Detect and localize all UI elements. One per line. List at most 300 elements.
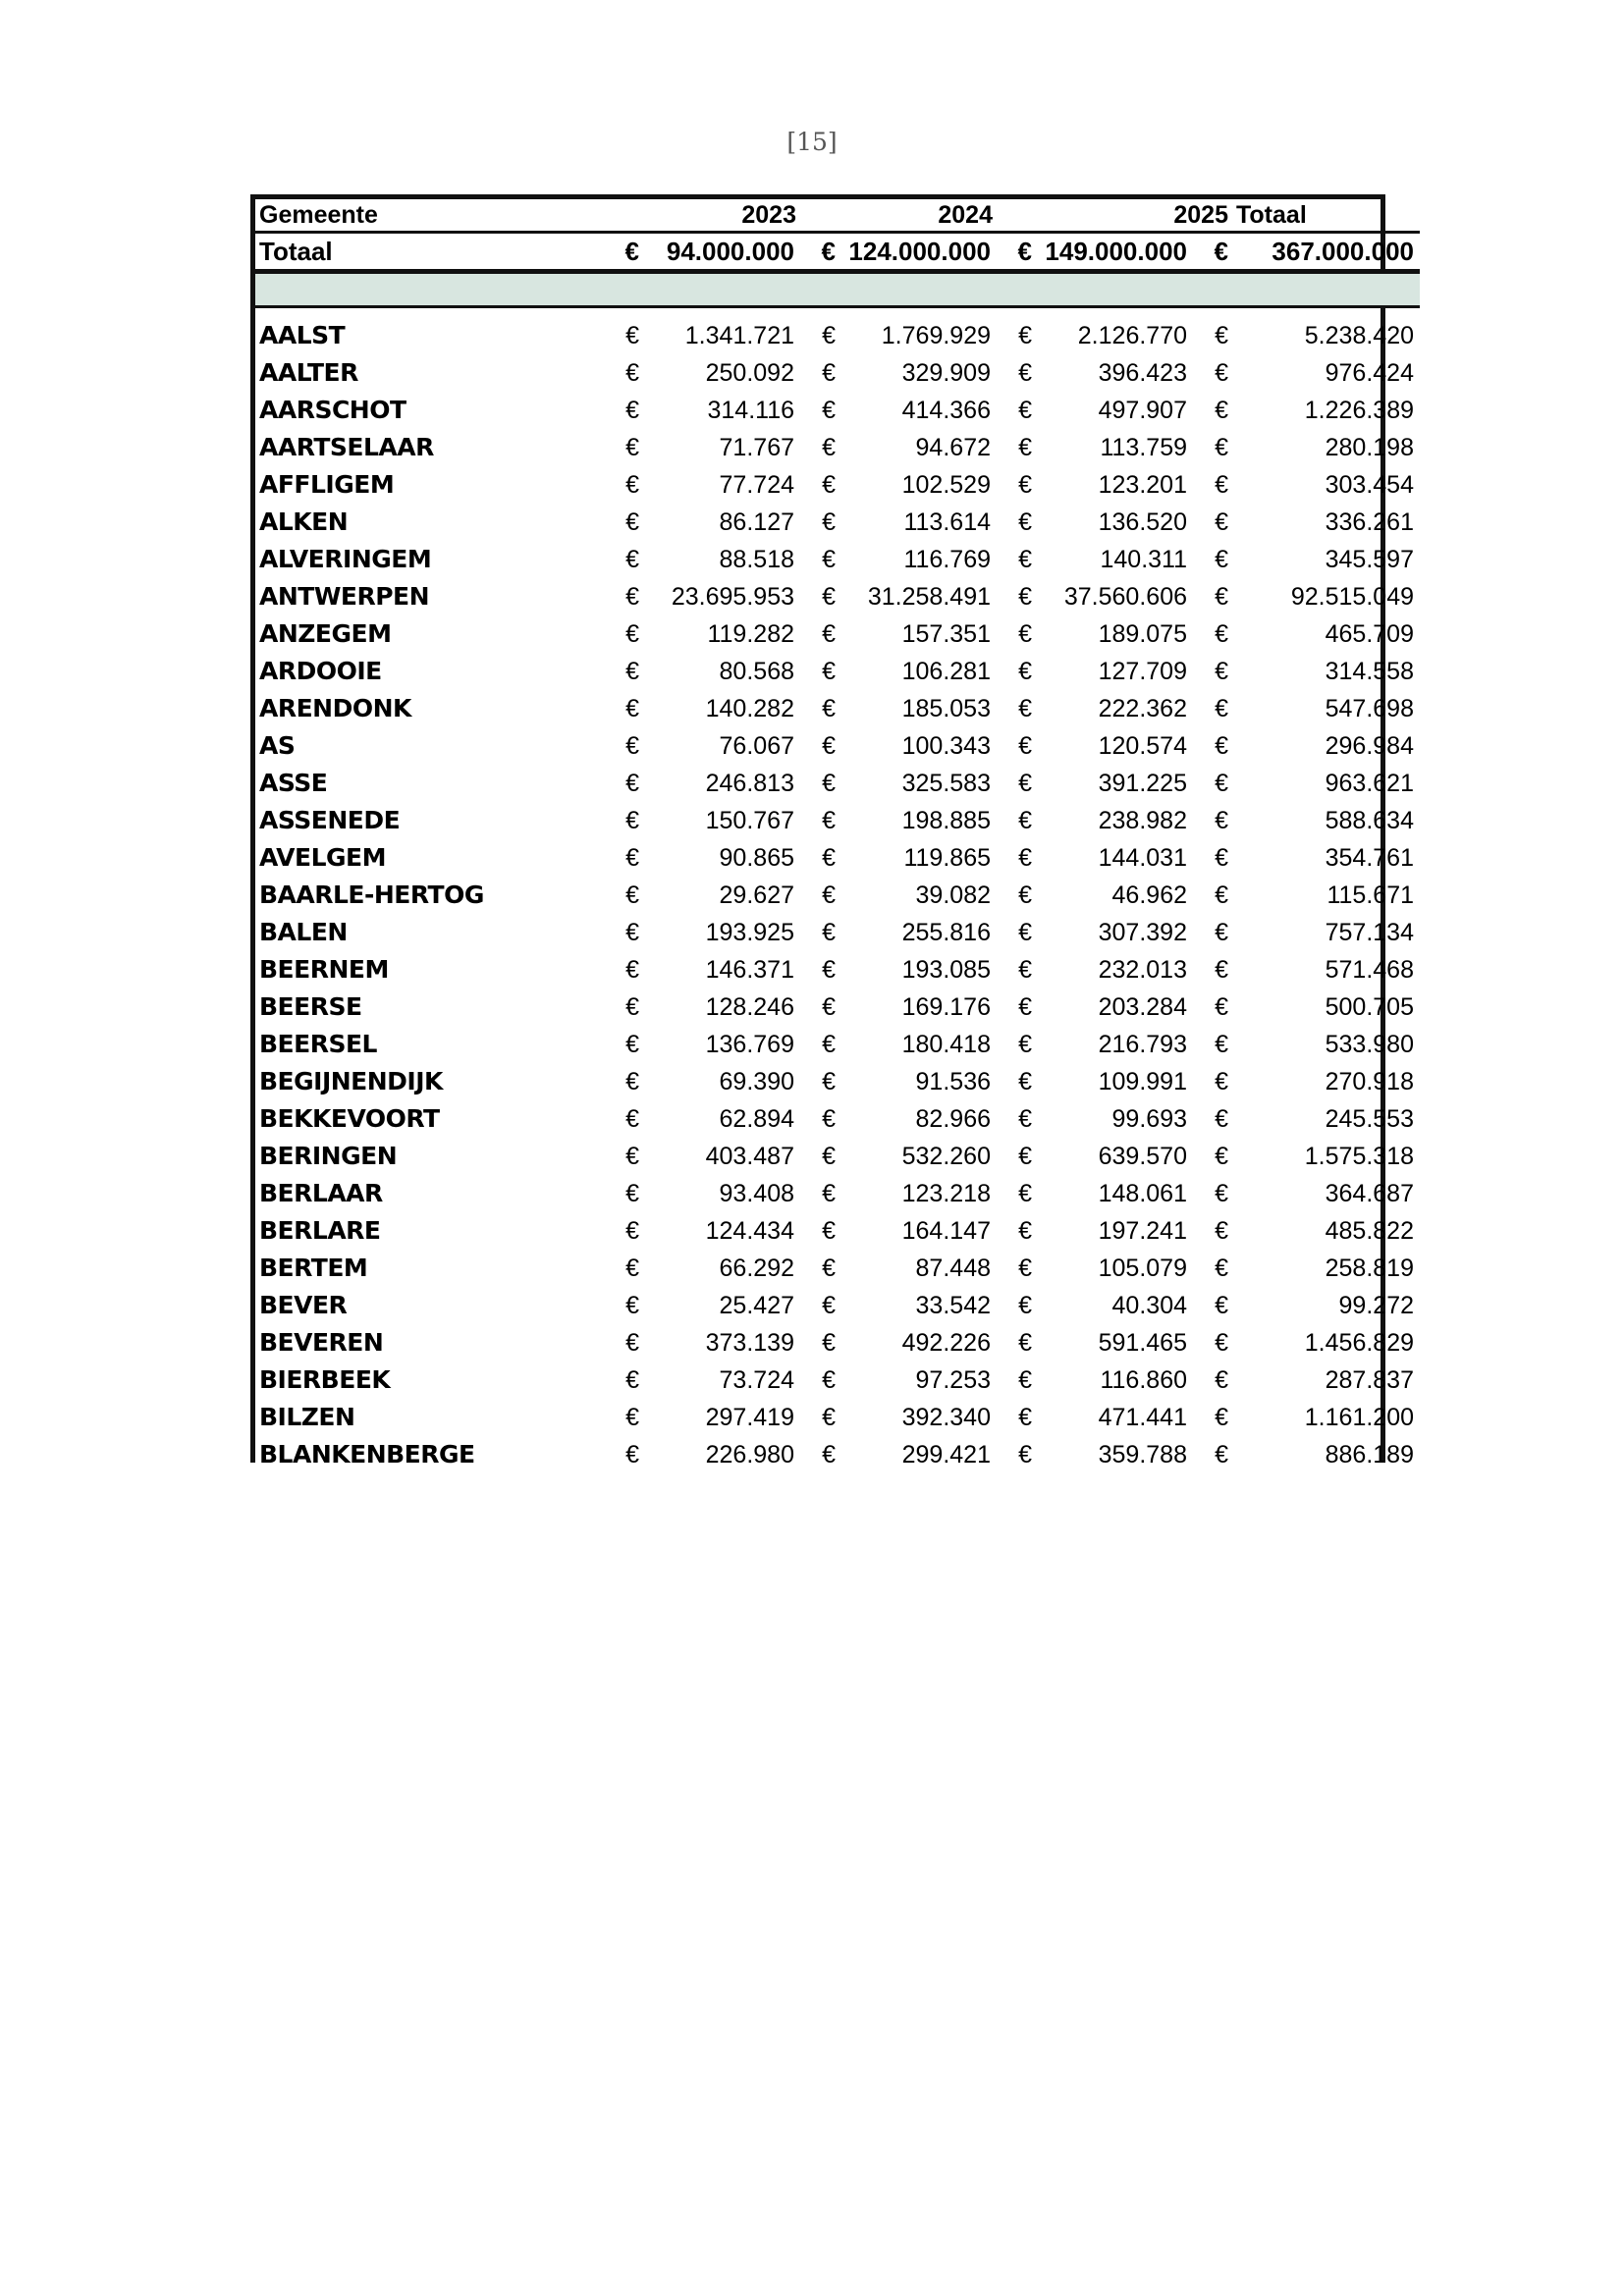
- currency-symbol: €: [625, 1292, 639, 1319]
- value-2025: 391.225: [1098, 770, 1187, 797]
- municipality-name: ASSENEDE: [259, 806, 401, 834]
- currency-symbol: €: [822, 1031, 836, 1058]
- currency-symbol: €: [822, 1404, 836, 1431]
- currency-symbol: €: [1215, 993, 1228, 1021]
- value-2023: 140.282: [705, 695, 794, 722]
- municipality-name: AARTSELAAR: [259, 433, 434, 461]
- value-2024: 329.909: [901, 359, 991, 387]
- value-2023: 124.434: [705, 1217, 794, 1245]
- table-row: [255, 578, 1420, 615]
- currency-symbol: €: [625, 359, 639, 387]
- value-total: 547.698: [1325, 695, 1414, 722]
- currency-symbol: €: [822, 508, 836, 536]
- currency-symbol: €: [1018, 1217, 1032, 1245]
- value-2025: 238.982: [1098, 807, 1187, 834]
- value-2024: 31.258.491: [867, 583, 991, 611]
- value-2023: 403.487: [705, 1143, 794, 1170]
- value-total: 303.454: [1325, 471, 1414, 499]
- value-2025: 123.201: [1098, 471, 1187, 499]
- table-row: [255, 951, 1420, 988]
- table-row: [255, 1399, 1420, 1436]
- value-2023: 73.724: [719, 1366, 794, 1394]
- currency-symbol: €: [625, 695, 639, 722]
- currency-symbol: €: [1018, 732, 1032, 760]
- currency-symbol: €: [1018, 1180, 1032, 1207]
- value-total: 1.575.318: [1304, 1143, 1414, 1170]
- currency-symbol: €: [625, 1105, 639, 1133]
- currency-symbol: €: [822, 546, 836, 573]
- currency-symbol: €: [1215, 1068, 1228, 1095]
- table-row: [255, 765, 1420, 802]
- currency-symbol: €: [625, 993, 639, 1021]
- value-2025: 37.560.606: [1063, 583, 1187, 611]
- page-number: [15]: [786, 128, 838, 156]
- municipality-name: BIERBEEK: [259, 1365, 391, 1394]
- currency-symbol: €: [1018, 1292, 1032, 1319]
- currency-symbol: €: [1215, 1329, 1228, 1357]
- value-2024: 97.253: [915, 1366, 991, 1394]
- municipality-name: BILZEN: [259, 1403, 355, 1431]
- value-2025: 2.126.770: [1077, 322, 1187, 349]
- value-2024: 33.542: [915, 1292, 991, 1319]
- currency-symbol: €: [1193, 233, 1232, 272]
- value-total: 963.621: [1325, 770, 1414, 797]
- table-row: [255, 1138, 1420, 1175]
- value-2024: 299.421: [901, 1441, 991, 1468]
- value-total: 588.634: [1325, 807, 1414, 834]
- value-2025: 136.520: [1098, 508, 1187, 536]
- value-2025: 113.759: [1100, 434, 1187, 461]
- total-2023: 94.000.000: [643, 233, 800, 272]
- table-row: [255, 802, 1420, 839]
- currency-symbol: €: [1018, 1031, 1032, 1058]
- value-2024: 157.351: [901, 620, 991, 648]
- value-2023: 29.627: [719, 881, 794, 909]
- currency-symbol: €: [625, 919, 639, 946]
- municipality-name: BERLAAR: [259, 1179, 383, 1207]
- value-total: 500.705: [1325, 993, 1414, 1021]
- currency-symbol: €: [822, 471, 836, 499]
- currency-symbol: €: [1215, 583, 1228, 611]
- currency-symbol: €: [1215, 658, 1228, 685]
- currency-symbol: €: [1018, 695, 1032, 722]
- value-2023: 1.341.721: [684, 322, 794, 349]
- currency-symbol: €: [625, 620, 639, 648]
- currency-symbol: €: [625, 1143, 639, 1170]
- value-2025: 105.079: [1098, 1255, 1187, 1282]
- value-2023: 128.246: [705, 993, 794, 1021]
- value-total: 571.468: [1325, 956, 1414, 984]
- value-total: 533.980: [1325, 1031, 1414, 1058]
- value-2025: 471.441: [1098, 1404, 1187, 1431]
- currency-symbol: €: [1018, 1068, 1032, 1095]
- value-2024: 91.536: [915, 1068, 991, 1095]
- value-2023: 66.292: [719, 1255, 794, 1282]
- value-2023: 93.408: [719, 1180, 794, 1207]
- value-2024: 325.583: [901, 770, 991, 797]
- currency-symbol: €: [1018, 881, 1032, 909]
- value-total: 1.456.829: [1304, 1329, 1414, 1357]
- currency-symbol: €: [1018, 956, 1032, 984]
- value-2025: 127.709: [1098, 658, 1187, 685]
- currency-symbol: €: [1018, 397, 1032, 424]
- currency-symbol: €: [822, 434, 836, 461]
- currency-symbol: €: [1215, 1031, 1228, 1058]
- value-2023: 69.390: [719, 1068, 794, 1095]
- value-2025: 144.031: [1098, 844, 1187, 872]
- total-all: 367.000.000: [1232, 233, 1420, 272]
- separator-band: [255, 272, 1420, 307]
- value-2024: 185.053: [901, 695, 991, 722]
- value-2024: 102.529: [901, 471, 991, 499]
- currency-symbol: €: [1215, 844, 1228, 872]
- value-2025: 497.907: [1098, 397, 1187, 424]
- currency-symbol: €: [1215, 322, 1228, 349]
- currency-symbol: €: [625, 807, 639, 834]
- currency-symbol: €: [822, 844, 836, 872]
- currency-symbol: €: [1018, 620, 1032, 648]
- municipality-name: AS: [259, 731, 296, 760]
- value-total: 336.261: [1325, 508, 1414, 536]
- value-2023: 86.127: [719, 508, 794, 536]
- currency-symbol: €: [822, 1180, 836, 1207]
- table-row: [255, 1100, 1420, 1138]
- currency-symbol: €: [625, 508, 639, 536]
- table-row: [255, 653, 1420, 690]
- currency-symbol: €: [822, 1366, 836, 1394]
- currency-symbol: €: [822, 732, 836, 760]
- currency-symbol: €: [1018, 1366, 1032, 1394]
- total-2025: 149.000.000: [1036, 233, 1193, 272]
- currency-symbol: €: [1215, 1217, 1228, 1245]
- municipality-name: BLANKENBERGE: [259, 1440, 475, 1468]
- currency-symbol: €: [1215, 359, 1228, 387]
- currency-symbol: €: [625, 770, 639, 797]
- currency-symbol: €: [1215, 1105, 1228, 1133]
- value-total: 99.272: [1338, 1292, 1414, 1319]
- currency-symbol: €: [625, 732, 639, 760]
- currency-symbol: €: [1018, 434, 1032, 461]
- table-row: [255, 1287, 1420, 1324]
- value-2025: 120.574: [1098, 732, 1187, 760]
- value-2025: 116.860: [1100, 1366, 1187, 1394]
- table-row: [255, 1175, 1420, 1212]
- municipality-name: ARENDONK: [259, 694, 411, 722]
- table-row: [255, 914, 1420, 951]
- table-row: [255, 317, 1420, 354]
- table-row: [255, 1063, 1420, 1100]
- value-2024: 119.865: [903, 844, 991, 872]
- currency-symbol: €: [822, 1217, 836, 1245]
- value-2023: 373.139: [705, 1329, 794, 1357]
- currency-symbol: €: [1215, 881, 1228, 909]
- currency-symbol: €: [822, 919, 836, 946]
- value-total: 485.822: [1325, 1217, 1414, 1245]
- currency-symbol: €: [822, 583, 836, 611]
- currency-symbol: €: [1215, 919, 1228, 946]
- currency-symbol: €: [1018, 546, 1032, 573]
- currency-symbol: €: [1215, 471, 1228, 499]
- value-total: 258.819: [1325, 1255, 1414, 1282]
- currency-symbol: €: [625, 1068, 639, 1095]
- value-2023: 146.371: [705, 956, 794, 984]
- value-total: 270.918: [1325, 1068, 1414, 1095]
- value-2024: 39.082: [915, 881, 991, 909]
- value-2023: 23.695.953: [671, 583, 794, 611]
- value-2025: 189.075: [1098, 620, 1187, 648]
- value-2024: 532.260: [901, 1143, 991, 1170]
- currency-symbol: €: [822, 397, 836, 424]
- currency-symbol: €: [822, 1143, 836, 1170]
- currency-symbol: €: [1018, 1329, 1032, 1357]
- value-total: 354.761: [1325, 844, 1414, 872]
- currency-symbol: €: [625, 1404, 639, 1431]
- currency-symbol: €: [625, 1329, 639, 1357]
- value-2024: 180.418: [901, 1031, 991, 1058]
- currency-symbol: €: [1018, 658, 1032, 685]
- value-total: 364.687: [1325, 1180, 1414, 1207]
- currency-symbol: €: [822, 1441, 836, 1468]
- value-total: 296.984: [1325, 732, 1414, 760]
- currency-symbol: €: [1018, 1255, 1032, 1282]
- value-2023: 193.925: [705, 919, 794, 946]
- currency-symbol: €: [822, 1292, 836, 1319]
- currency-symbol: €: [822, 807, 836, 834]
- municipality-name: AVELGEM: [259, 843, 386, 872]
- value-2023: 246.813: [705, 770, 794, 797]
- currency-symbol: €: [822, 658, 836, 685]
- currency-symbol: €: [625, 546, 639, 573]
- currency-symbol: €: [1018, 1105, 1032, 1133]
- currency-symbol: €: [1215, 397, 1228, 424]
- table-row: [255, 541, 1420, 578]
- municipality-name: AALST: [259, 321, 346, 349]
- currency-symbol: €: [1215, 1292, 1228, 1319]
- value-2023: 150.767: [705, 807, 794, 834]
- currency-symbol: €: [1018, 471, 1032, 499]
- currency-symbol: €: [1018, 993, 1032, 1021]
- value-total: 115.671: [1326, 881, 1414, 909]
- table-row: [255, 354, 1420, 392]
- municipality-name: BERINGEN: [259, 1142, 398, 1170]
- value-2024: 414.366: [901, 397, 991, 424]
- municipality-name: BEERNEM: [259, 955, 389, 984]
- value-total: 976.424: [1325, 359, 1414, 387]
- allocation-table: [255, 199, 1420, 1473]
- value-total: 5.238.420: [1304, 322, 1414, 349]
- value-2025: 197.241: [1098, 1217, 1187, 1245]
- header-2023: 2023: [643, 199, 800, 233]
- table-row: [255, 727, 1420, 765]
- currency-symbol: €: [625, 322, 639, 349]
- value-2024: 164.147: [901, 1217, 991, 1245]
- currency-symbol: €: [1215, 1255, 1228, 1282]
- currency-symbol: €: [822, 620, 836, 648]
- currency-symbol: €: [822, 1329, 836, 1357]
- currency-symbol: €: [625, 434, 639, 461]
- table-row: [255, 466, 1420, 504]
- value-2025: 359.788: [1098, 1441, 1187, 1468]
- currency-symbol: €: [625, 471, 639, 499]
- value-total: 886.189: [1325, 1441, 1414, 1468]
- currency-symbol: €: [625, 956, 639, 984]
- currency-symbol: €: [1018, 508, 1032, 536]
- value-2025: 216.793: [1098, 1031, 1187, 1058]
- value-2024: 94.672: [915, 434, 991, 461]
- currency-symbol: €: [1215, 546, 1228, 573]
- table-row: [255, 877, 1420, 914]
- value-2025: 109.991: [1098, 1068, 1187, 1095]
- currency-symbol: €: [1018, 583, 1032, 611]
- total-row: [255, 233, 1420, 272]
- currency-symbol: €: [1215, 1441, 1228, 1468]
- table-row: [255, 690, 1420, 727]
- table-row: [255, 615, 1420, 653]
- value-2024: 492.226: [901, 1329, 991, 1357]
- table-row: [255, 504, 1420, 541]
- value-2024: 106.281: [901, 658, 991, 685]
- currency-symbol: €: [625, 658, 639, 685]
- value-2023: 250.092: [705, 359, 794, 387]
- value-2023: 77.724: [719, 471, 794, 499]
- currency-symbol: €: [822, 993, 836, 1021]
- header-gemeente: Gemeente: [255, 199, 604, 233]
- currency-symbol: €: [625, 583, 639, 611]
- value-2024: 82.966: [915, 1105, 991, 1133]
- value-2024: 100.343: [901, 732, 991, 760]
- value-2023: 136.769: [705, 1031, 794, 1058]
- value-2023: 314.116: [707, 397, 794, 424]
- table-row: [255, 1362, 1420, 1399]
- value-2023: 297.419: [705, 1404, 794, 1431]
- value-2025: 591.465: [1098, 1329, 1187, 1357]
- currency-symbol: €: [822, 770, 836, 797]
- value-2023: 80.568: [719, 658, 794, 685]
- value-2024: 113.614: [903, 508, 991, 536]
- table-row: [255, 988, 1420, 1026]
- value-2023: 88.518: [719, 546, 794, 573]
- table-body: [255, 233, 1420, 1474]
- value-2025: 140.311: [1100, 546, 1187, 573]
- currency-symbol: €: [822, 695, 836, 722]
- value-2025: 222.362: [1098, 695, 1187, 722]
- currency-symbol: €: [822, 322, 836, 349]
- header-2025: 2025: [1036, 199, 1232, 233]
- municipality-name: ANZEGEM: [259, 619, 392, 648]
- value-total: 92.515.049: [1290, 583, 1414, 611]
- currency-symbol: €: [1018, 770, 1032, 797]
- currency-symbol: €: [1215, 807, 1228, 834]
- currency-symbol: €: [822, 359, 836, 387]
- municipality-name: ASSE: [259, 769, 328, 797]
- value-total: 1.161.200: [1304, 1404, 1414, 1431]
- value-2024: 255.816: [901, 919, 991, 946]
- table-row: [255, 1026, 1420, 1063]
- value-2025: 46.962: [1111, 881, 1187, 909]
- municipality-name: ARDOOIE: [259, 657, 382, 685]
- value-2025: 396.423: [1098, 359, 1187, 387]
- currency-symbol: €: [625, 1180, 639, 1207]
- currency-symbol: €: [1018, 919, 1032, 946]
- currency-symbol: €: [1215, 508, 1228, 536]
- currency-symbol: €: [1018, 359, 1032, 387]
- municipality-name: BEKKEVOORT: [259, 1104, 440, 1133]
- value-2025: 307.392: [1098, 919, 1187, 946]
- currency-symbol: €: [1018, 807, 1032, 834]
- currency-symbol: €: [822, 1255, 836, 1282]
- currency-symbol: €: [625, 844, 639, 872]
- value-2023: 119.282: [707, 620, 794, 648]
- value-2023: 62.894: [719, 1105, 794, 1133]
- currency-symbol: €: [997, 233, 1036, 272]
- currency-symbol: €: [822, 881, 836, 909]
- municipality-name: AFFLIGEM: [259, 470, 395, 499]
- municipality-name: ANTWERPEN: [259, 582, 430, 611]
- municipality-name: BEGIJNENDIJK: [259, 1067, 443, 1095]
- currency-symbol: €: [822, 956, 836, 984]
- currency-symbol: €: [1018, 1404, 1032, 1431]
- municipality-name: AALTER: [259, 358, 358, 387]
- currency-symbol: €: [1215, 1143, 1228, 1170]
- currency-symbol: €: [1018, 322, 1032, 349]
- currency-symbol: €: [625, 1031, 639, 1058]
- header-totaal: Totaal: [1232, 199, 1420, 233]
- currency-symbol: €: [1215, 956, 1228, 984]
- currency-symbol: €: [1018, 1441, 1032, 1468]
- value-total: 245.553: [1325, 1105, 1414, 1133]
- currency-symbol: €: [1215, 1180, 1228, 1207]
- currency-symbol: €: [1215, 732, 1228, 760]
- municipality-name: BEERSEL: [259, 1030, 377, 1058]
- currency-symbol: €: [1215, 620, 1228, 648]
- municipality-name: BALEN: [259, 918, 348, 946]
- table-row: [255, 1324, 1420, 1362]
- municipality-name: BERTEM: [259, 1254, 368, 1282]
- value-2025: 639.570: [1098, 1143, 1187, 1170]
- table-row: [255, 429, 1420, 466]
- currency-symbol: €: [625, 1217, 639, 1245]
- municipality-name: BEERSE: [259, 992, 362, 1021]
- table-row: [255, 392, 1420, 429]
- value-2024: 193.085: [901, 956, 991, 984]
- currency-symbol: €: [604, 233, 643, 272]
- value-total: 757.134: [1325, 919, 1414, 946]
- currency-symbol: €: [1018, 844, 1032, 872]
- value-2025: 148.061: [1098, 1180, 1187, 1207]
- total-2024: 124.000.000: [839, 233, 997, 272]
- municipality-name: ALKEN: [259, 507, 349, 536]
- currency-symbol: €: [1215, 770, 1228, 797]
- value-2025: 40.304: [1111, 1292, 1187, 1319]
- value-total: 280.198: [1325, 434, 1414, 461]
- currency-symbol: €: [1215, 434, 1228, 461]
- currency-symbol: €: [1018, 1143, 1032, 1170]
- value-total: 287.837: [1325, 1366, 1414, 1394]
- table-row: [255, 1250, 1420, 1287]
- value-2024: 1.769.929: [881, 322, 991, 349]
- value-total: 345.597: [1325, 546, 1414, 573]
- value-2023: 71.767: [719, 434, 794, 461]
- value-2025: 99.693: [1111, 1105, 1187, 1133]
- value-total: 465.709: [1325, 620, 1414, 648]
- spacer-row: [255, 307, 1420, 318]
- currency-symbol: €: [1215, 695, 1228, 722]
- currency-symbol: €: [822, 1105, 836, 1133]
- value-2025: 203.284: [1098, 993, 1187, 1021]
- municipality-name: ALVERINGEM: [259, 545, 432, 573]
- value-2023: 226.980: [705, 1441, 794, 1468]
- header-2024: 2024: [839, 199, 997, 233]
